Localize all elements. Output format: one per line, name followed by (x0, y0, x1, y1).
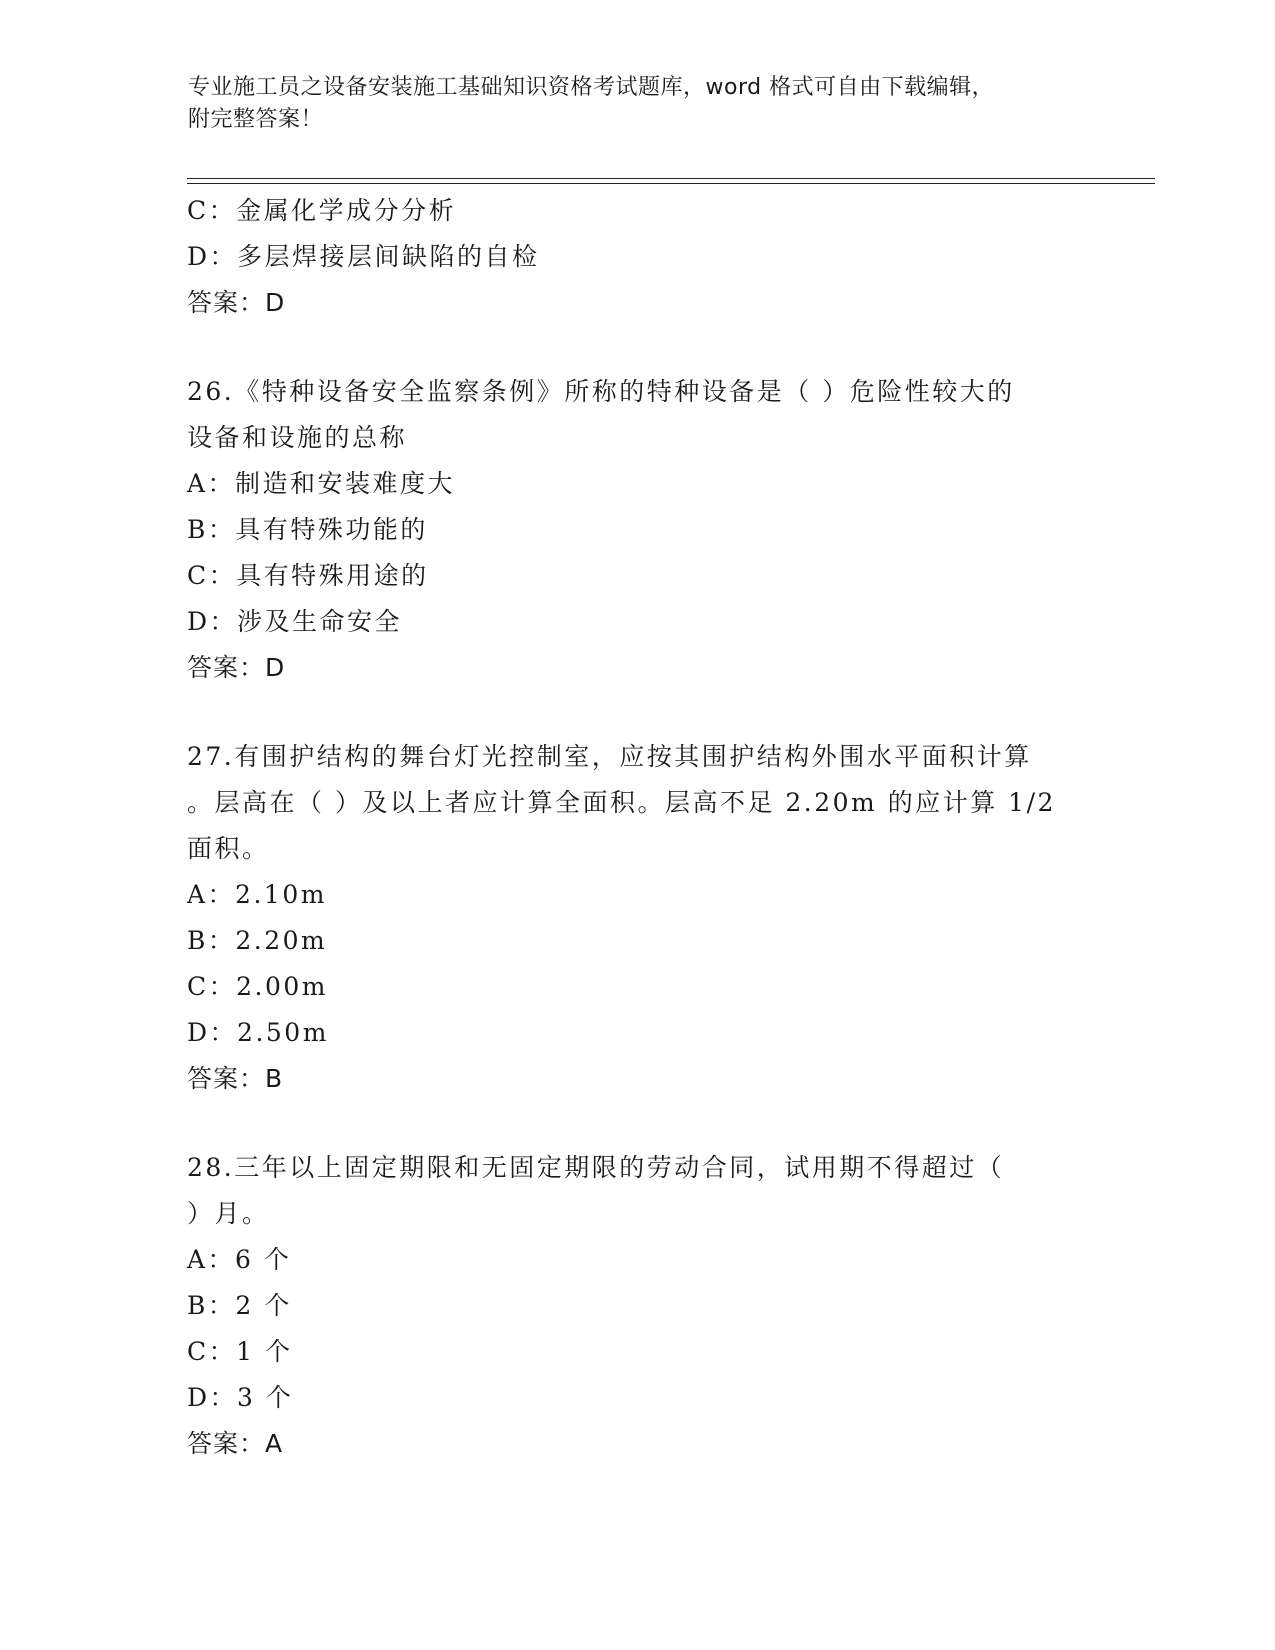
question-stem-line: 28.三年以上固定期限和无固定期限的劳动合同，试用期不得超过（ (187, 1153, 1005, 1182)
option-b: B：2.20m (187, 926, 328, 955)
option-c: C：金属化学成分分析 (187, 196, 457, 225)
option-a: A：2.10m (187, 880, 327, 909)
header-title-line-2: 附完整答案！ (188, 107, 324, 132)
option-b: B：具有特殊功能的 (187, 515, 428, 544)
question-spacer (187, 326, 1087, 369)
answer-label: 答案：D (187, 653, 286, 682)
option-d: D：3 个 (187, 1383, 294, 1412)
question-26 (187, 369, 1087, 691)
option-d: D：多层焊接层间缺陷的自检 (187, 242, 540, 271)
option-d: D：涉及生命安全 (187, 607, 403, 636)
question-stem-line: ）月。 (187, 1199, 270, 1228)
answer-label: 答案：B (187, 1064, 284, 1093)
option-a: A：6 个 (187, 1245, 292, 1274)
question-stem-line: 26.《特种设备安全监察条例》所称的特种设备是（ ）危险性较大的 (187, 377, 1015, 406)
question-stem-line: 。层高在（ ）及以上者应计算全面积。层高不足 2.20m 的应计算 1/2 (187, 788, 1056, 817)
option-c: C：2.00m (187, 972, 328, 1001)
question-spacer (187, 1102, 1087, 1145)
header-divider-thick (187, 178, 1155, 179)
question-spacer (187, 691, 1087, 734)
document-header (188, 72, 1088, 136)
option-a: A：制造和安装难度大 (187, 469, 456, 498)
question-27 (187, 734, 1087, 1102)
option-b: B：2 个 (187, 1291, 292, 1320)
question-25-tail (187, 188, 1087, 326)
question-stem-line: 27.有围护结构的舞台灯光控制室，应按其围护结构外围水平面积计算 (187, 742, 1032, 771)
option-d: D：2.50m (187, 1018, 329, 1047)
question-stem-line: 设备和设施的总称 (187, 423, 408, 452)
answer-label: 答案：D (187, 288, 286, 317)
header-title-line-1: 专业施工员之设备安装施工基础知识资格考试题库，word 格式可自由下载编辑， (188, 75, 995, 100)
question-stem-line: 面积。 (187, 834, 270, 863)
header-divider-thin (187, 183, 1155, 184)
question-list (187, 188, 1087, 1467)
answer-label: 答案：A (187, 1429, 284, 1458)
option-c: C：具有特殊用途的 (187, 561, 429, 590)
question-28 (187, 1145, 1087, 1467)
option-c: C：1 个 (187, 1337, 293, 1366)
